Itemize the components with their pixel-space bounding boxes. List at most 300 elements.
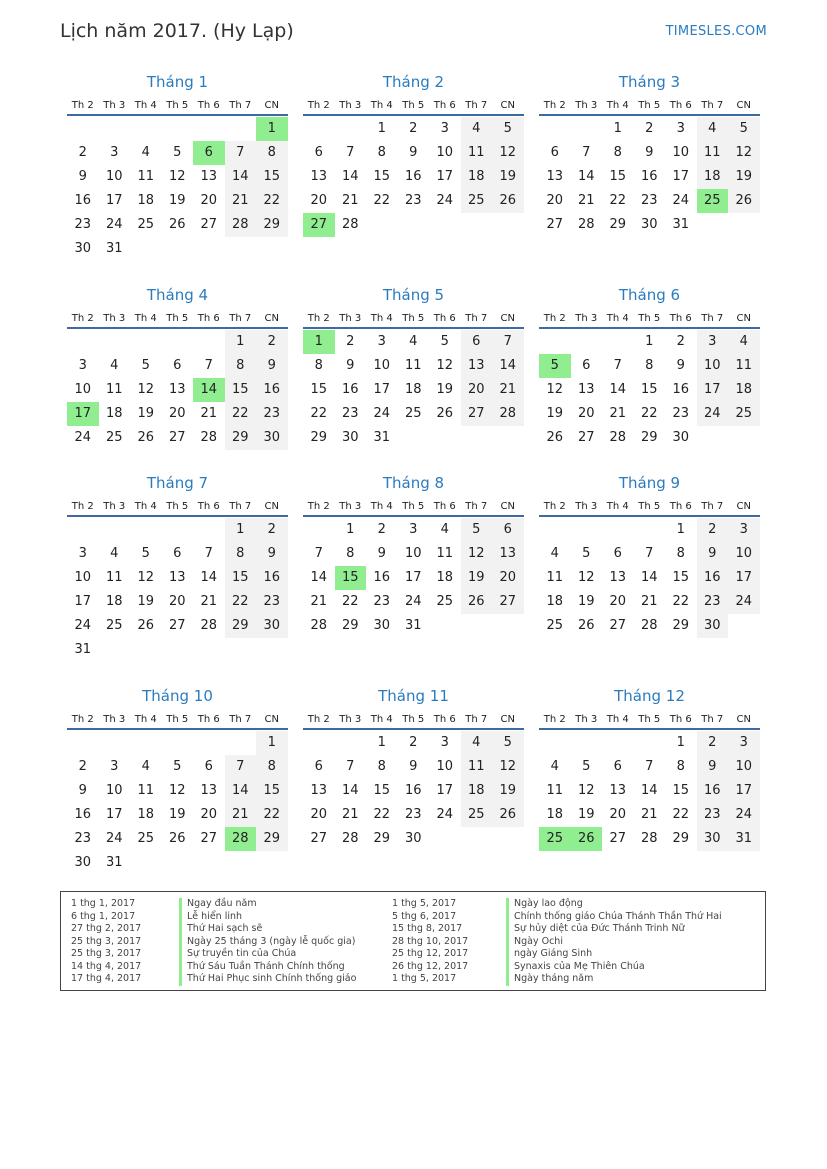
- day-cell[interactable]: 25: [461, 803, 493, 827]
- day-cell[interactable]: 16: [672, 382, 690, 397]
- day-cell[interactable]: 22: [373, 193, 391, 208]
- day-cell[interactable]: 30: [697, 827, 729, 851]
- day-cell[interactable]: 26: [546, 430, 564, 445]
- day-cell[interactable]: 26: [436, 406, 454, 421]
- day-cell[interactable]: 17: [373, 382, 391, 397]
- day-cell[interactable]: 20: [461, 378, 493, 402]
- day-cell[interactable]: 14: [225, 779, 257, 803]
- day-cell[interactable]: 19: [137, 406, 155, 421]
- day-cell[interactable]: 14: [225, 165, 257, 189]
- day-cell[interactable]: 17: [697, 378, 729, 402]
- day-cell[interactable]: 28: [609, 430, 627, 445]
- day-cell[interactable]: 27: [609, 831, 627, 846]
- day-cell[interactable]: 15: [672, 570, 690, 585]
- day-cell[interactable]: 29: [672, 831, 690, 846]
- day-cell[interactable]: 10: [436, 759, 454, 774]
- day-cell[interactable]: 30: [404, 831, 422, 846]
- day-cell[interactable]: 7: [613, 358, 622, 373]
- day-cell[interactable]: 31: [672, 217, 690, 232]
- holiday-day-cell[interactable]: 26: [571, 827, 603, 851]
- day-cell[interactable]: 19: [436, 382, 454, 397]
- day-cell[interactable]: 20: [577, 406, 595, 421]
- day-cell[interactable]: 9: [645, 145, 654, 160]
- day-cell[interactable]: 2: [78, 145, 87, 160]
- day-cell[interactable]: 3: [697, 330, 729, 354]
- day-cell[interactable]: 28: [200, 430, 218, 445]
- day-cell[interactable]: 12: [436, 358, 454, 373]
- day-cell[interactable]: 23: [256, 402, 288, 426]
- day-cell[interactable]: 19: [168, 807, 186, 822]
- day-cell[interactable]: 11: [546, 570, 564, 585]
- day-cell[interactable]: 7: [645, 546, 654, 561]
- day-cell[interactable]: 17: [436, 783, 454, 798]
- day-cell[interactable]: 8: [314, 358, 323, 373]
- day-cell[interactable]: 22: [341, 594, 359, 609]
- day-cell[interactable]: 12: [546, 382, 564, 397]
- day-cell[interactable]: 3: [728, 518, 760, 542]
- day-cell[interactable]: 29: [609, 217, 627, 232]
- day-cell[interactable]: 6: [173, 358, 182, 373]
- day-cell[interactable]: 30: [672, 430, 690, 445]
- day-cell[interactable]: 1: [346, 522, 355, 537]
- day-cell[interactable]: 8: [225, 542, 257, 566]
- day-cell[interactable]: 23: [697, 803, 729, 827]
- day-cell[interactable]: 18: [546, 807, 564, 822]
- day-cell[interactable]: 11: [546, 783, 564, 798]
- day-cell[interactable]: 15: [310, 382, 328, 397]
- day-cell[interactable]: 19: [461, 566, 493, 590]
- day-cell[interactable]: 7: [346, 145, 355, 160]
- day-cell[interactable]: 27: [609, 618, 627, 633]
- day-cell[interactable]: 1: [676, 522, 685, 537]
- day-cell[interactable]: 29: [256, 827, 288, 851]
- day-cell[interactable]: 10: [105, 169, 123, 184]
- day-cell[interactable]: 9: [377, 546, 386, 561]
- day-cell[interactable]: 11: [137, 169, 155, 184]
- day-cell[interactable]: 2: [409, 735, 418, 750]
- day-cell[interactable]: 5: [141, 546, 150, 561]
- day-cell[interactable]: 28: [492, 402, 524, 426]
- day-cell[interactable]: 14: [492, 354, 524, 378]
- day-cell[interactable]: 17: [105, 193, 123, 208]
- day-cell[interactable]: 5: [141, 358, 150, 373]
- day-cell[interactable]: 15: [225, 378, 257, 402]
- day-cell[interactable]: 9: [409, 759, 418, 774]
- day-cell[interactable]: 27: [200, 831, 218, 846]
- day-cell[interactable]: 2: [645, 121, 654, 136]
- day-cell[interactable]: 3: [110, 145, 119, 160]
- day-cell[interactable]: 31: [373, 430, 391, 445]
- day-cell[interactable]: 11: [436, 546, 454, 561]
- day-cell[interactable]: 18: [461, 779, 493, 803]
- day-cell[interactable]: 19: [546, 406, 564, 421]
- day-cell[interactable]: 30: [256, 426, 288, 450]
- day-cell[interactable]: 18: [404, 382, 422, 397]
- day-cell[interactable]: 30: [373, 618, 391, 633]
- holiday-day-cell[interactable]: 28: [225, 827, 257, 851]
- day-cell[interactable]: 22: [609, 193, 627, 208]
- day-cell[interactable]: 20: [200, 193, 218, 208]
- day-cell[interactable]: 24: [105, 217, 123, 232]
- day-cell[interactable]: 10: [728, 755, 760, 779]
- day-cell[interactable]: 24: [74, 430, 92, 445]
- day-cell[interactable]: 23: [341, 406, 359, 421]
- site-link[interactable]: TIMESLES.COM: [665, 24, 767, 39]
- day-cell[interactable]: 1: [225, 330, 257, 354]
- day-cell[interactable]: 24: [436, 193, 454, 208]
- day-cell[interactable]: 10: [728, 542, 760, 566]
- day-cell[interactable]: 9: [256, 542, 288, 566]
- day-cell[interactable]: 12: [168, 169, 186, 184]
- day-cell[interactable]: 21: [200, 406, 218, 421]
- day-cell[interactable]: 27: [577, 430, 595, 445]
- day-cell[interactable]: 18: [728, 378, 760, 402]
- day-cell[interactable]: 11: [137, 783, 155, 798]
- day-cell[interactable]: 2: [697, 731, 729, 755]
- holiday-day-cell[interactable]: 6: [193, 141, 225, 165]
- day-cell[interactable]: 26: [461, 590, 493, 614]
- day-cell[interactable]: 25: [137, 217, 155, 232]
- day-cell[interactable]: 2: [676, 334, 685, 349]
- day-cell[interactable]: 31: [728, 827, 760, 851]
- day-cell[interactable]: 24: [404, 594, 422, 609]
- day-cell[interactable]: 6: [613, 759, 622, 774]
- day-cell[interactable]: 1: [225, 518, 257, 542]
- day-cell[interactable]: 24: [672, 193, 690, 208]
- day-cell[interactable]: 17: [728, 779, 760, 803]
- day-cell[interactable]: 29: [225, 426, 257, 450]
- day-cell[interactable]: 12: [577, 783, 595, 798]
- day-cell[interactable]: 6: [461, 330, 493, 354]
- holiday-day-cell[interactable]: 17: [67, 402, 99, 426]
- day-cell[interactable]: 25: [461, 189, 493, 213]
- day-cell[interactable]: 16: [74, 193, 92, 208]
- holiday-day-cell[interactable]: 1: [303, 330, 335, 354]
- day-cell[interactable]: 2: [78, 759, 87, 774]
- day-cell[interactable]: 20: [168, 594, 186, 609]
- day-cell[interactable]: 18: [436, 570, 454, 585]
- day-cell[interactable]: 16: [256, 566, 288, 590]
- day-cell[interactable]: 3: [728, 731, 760, 755]
- day-cell[interactable]: 23: [697, 590, 729, 614]
- day-cell[interactable]: 8: [613, 145, 622, 160]
- day-cell[interactable]: 3: [440, 735, 449, 750]
- day-cell[interactable]: 15: [256, 779, 288, 803]
- day-cell[interactable]: 30: [640, 217, 658, 232]
- day-cell[interactable]: 11: [461, 755, 493, 779]
- day-cell[interactable]: 13: [310, 169, 328, 184]
- day-cell[interactable]: 27: [546, 217, 564, 232]
- day-cell[interactable]: 4: [440, 522, 449, 537]
- day-cell[interactable]: 1: [377, 735, 386, 750]
- day-cell[interactable]: 19: [492, 165, 524, 189]
- day-cell[interactable]: 25: [728, 402, 760, 426]
- day-cell[interactable]: 10: [697, 354, 729, 378]
- day-cell[interactable]: 3: [377, 334, 386, 349]
- day-cell[interactable]: 16: [404, 783, 422, 798]
- day-cell[interactable]: 15: [640, 382, 658, 397]
- day-cell[interactable]: 15: [672, 783, 690, 798]
- day-cell[interactable]: 4: [461, 731, 493, 755]
- day-cell[interactable]: 5: [492, 117, 524, 141]
- day-cell[interactable]: 24: [373, 406, 391, 421]
- day-cell[interactable]: 21: [640, 807, 658, 822]
- day-cell[interactable]: 22: [640, 406, 658, 421]
- day-cell[interactable]: 7: [645, 759, 654, 774]
- day-cell[interactable]: 9: [346, 358, 355, 373]
- day-cell[interactable]: 5: [440, 334, 449, 349]
- day-cell[interactable]: 24: [74, 618, 92, 633]
- day-cell[interactable]: 31: [74, 642, 92, 657]
- day-cell[interactable]: 13: [609, 783, 627, 798]
- holiday-day-cell[interactable]: 27: [303, 213, 335, 237]
- day-cell[interactable]: 18: [461, 165, 493, 189]
- day-cell[interactable]: 16: [256, 378, 288, 402]
- day-cell[interactable]: 2: [346, 334, 355, 349]
- day-cell[interactable]: 10: [436, 145, 454, 160]
- day-cell[interactable]: 11: [697, 141, 729, 165]
- day-cell[interactable]: 19: [577, 594, 595, 609]
- day-cell[interactable]: 26: [492, 803, 524, 827]
- day-cell[interactable]: 10: [404, 546, 422, 561]
- day-cell[interactable]: 4: [550, 759, 559, 774]
- day-cell[interactable]: 8: [346, 546, 355, 561]
- day-cell[interactable]: 9: [78, 783, 87, 798]
- day-cell[interactable]: 21: [341, 807, 359, 822]
- day-cell[interactable]: 5: [582, 546, 591, 561]
- holiday-day-cell[interactable]: 25: [697, 189, 729, 213]
- day-cell[interactable]: 27: [492, 590, 524, 614]
- day-cell[interactable]: 18: [105, 594, 123, 609]
- holiday-day-cell[interactable]: 15: [335, 566, 367, 590]
- day-cell[interactable]: 12: [461, 542, 493, 566]
- day-cell[interactable]: 17: [105, 807, 123, 822]
- day-cell[interactable]: 22: [256, 803, 288, 827]
- day-cell[interactable]: 1: [256, 731, 288, 755]
- day-cell[interactable]: 23: [256, 590, 288, 614]
- day-cell[interactable]: 14: [341, 783, 359, 798]
- day-cell[interactable]: 10: [672, 145, 690, 160]
- day-cell[interactable]: 23: [74, 217, 92, 232]
- day-cell[interactable]: 20: [492, 566, 524, 590]
- day-cell[interactable]: 25: [105, 430, 123, 445]
- day-cell[interactable]: 18: [105, 406, 123, 421]
- day-cell[interactable]: 14: [640, 783, 658, 798]
- day-cell[interactable]: 16: [404, 169, 422, 184]
- day-cell[interactable]: 13: [168, 570, 186, 585]
- day-cell[interactable]: 18: [137, 193, 155, 208]
- day-cell[interactable]: 4: [110, 358, 119, 373]
- day-cell[interactable]: 18: [697, 165, 729, 189]
- day-cell[interactable]: 29: [640, 430, 658, 445]
- day-cell[interactable]: 28: [640, 618, 658, 633]
- day-cell[interactable]: 18: [546, 594, 564, 609]
- day-cell[interactable]: 15: [373, 169, 391, 184]
- day-cell[interactable]: 21: [225, 189, 257, 213]
- day-cell[interactable]: 10: [74, 570, 92, 585]
- day-cell[interactable]: 14: [200, 570, 218, 585]
- day-cell[interactable]: 9: [676, 358, 685, 373]
- day-cell[interactable]: 17: [436, 169, 454, 184]
- day-cell[interactable]: 23: [373, 594, 391, 609]
- day-cell[interactable]: 28: [310, 618, 328, 633]
- day-cell[interactable]: 17: [728, 566, 760, 590]
- day-cell[interactable]: 16: [640, 169, 658, 184]
- day-cell[interactable]: 20: [609, 594, 627, 609]
- day-cell[interactable]: 8: [256, 141, 288, 165]
- day-cell[interactable]: 7: [346, 759, 355, 774]
- day-cell[interactable]: 10: [74, 382, 92, 397]
- day-cell[interactable]: 1: [645, 334, 654, 349]
- day-cell[interactable]: 23: [404, 807, 422, 822]
- day-cell[interactable]: 7: [204, 358, 213, 373]
- day-cell[interactable]: 16: [341, 382, 359, 397]
- day-cell[interactable]: 8: [645, 358, 654, 373]
- day-cell[interactable]: 7: [582, 145, 591, 160]
- day-cell[interactable]: 12: [137, 382, 155, 397]
- day-cell[interactable]: 21: [200, 594, 218, 609]
- day-cell[interactable]: 14: [341, 169, 359, 184]
- day-cell[interactable]: 22: [225, 590, 257, 614]
- day-cell[interactable]: 19: [137, 594, 155, 609]
- day-cell[interactable]: 27: [168, 618, 186, 633]
- day-cell[interactable]: 18: [137, 807, 155, 822]
- day-cell[interactable]: 21: [640, 594, 658, 609]
- day-cell[interactable]: 21: [492, 378, 524, 402]
- day-cell[interactable]: 20: [200, 807, 218, 822]
- day-cell[interactable]: 30: [74, 241, 92, 256]
- day-cell[interactable]: 22: [672, 594, 690, 609]
- day-cell[interactable]: 14: [609, 382, 627, 397]
- day-cell[interactable]: 13: [200, 783, 218, 798]
- day-cell[interactable]: 24: [728, 590, 760, 614]
- day-cell[interactable]: 11: [728, 354, 760, 378]
- day-cell[interactable]: 4: [550, 546, 559, 561]
- day-cell[interactable]: 22: [373, 807, 391, 822]
- day-cell[interactable]: 4: [461, 117, 493, 141]
- day-cell[interactable]: 13: [577, 382, 595, 397]
- day-cell[interactable]: 3: [78, 358, 87, 373]
- day-cell[interactable]: 26: [168, 217, 186, 232]
- day-cell[interactable]: 7: [225, 141, 257, 165]
- day-cell[interactable]: 29: [310, 430, 328, 445]
- day-cell[interactable]: 5: [461, 518, 493, 542]
- day-cell[interactable]: 4: [728, 330, 760, 354]
- day-cell[interactable]: 26: [137, 430, 155, 445]
- day-cell[interactable]: 4: [697, 117, 729, 141]
- day-cell[interactable]: 3: [110, 759, 119, 774]
- day-cell[interactable]: 20: [310, 193, 328, 208]
- day-cell[interactable]: 17: [672, 169, 690, 184]
- day-cell[interactable]: 25: [436, 594, 454, 609]
- day-cell[interactable]: 19: [728, 165, 760, 189]
- day-cell[interactable]: 26: [728, 189, 760, 213]
- day-cell[interactable]: 26: [168, 831, 186, 846]
- day-cell[interactable]: 25: [137, 831, 155, 846]
- day-cell[interactable]: 30: [341, 430, 359, 445]
- day-cell[interactable]: 15: [373, 783, 391, 798]
- day-cell[interactable]: 7: [314, 546, 323, 561]
- day-cell[interactable]: 30: [697, 614, 729, 638]
- day-cell[interactable]: 9: [697, 755, 729, 779]
- day-cell[interactable]: 8: [377, 145, 386, 160]
- day-cell[interactable]: 3: [409, 522, 418, 537]
- day-cell[interactable]: 13: [492, 542, 524, 566]
- day-cell[interactable]: 26: [137, 618, 155, 633]
- day-cell[interactable]: 6: [314, 759, 323, 774]
- day-cell[interactable]: 12: [492, 755, 524, 779]
- day-cell[interactable]: 24: [105, 831, 123, 846]
- day-cell[interactable]: 15: [256, 165, 288, 189]
- day-cell[interactable]: 9: [78, 169, 87, 184]
- day-cell[interactable]: 8: [256, 755, 288, 779]
- day-cell[interactable]: 21: [577, 193, 595, 208]
- day-cell[interactable]: 8: [676, 759, 685, 774]
- day-cell[interactable]: 30: [74, 855, 92, 870]
- day-cell[interactable]: 26: [577, 618, 595, 633]
- day-cell[interactable]: 16: [373, 570, 391, 585]
- day-cell[interactable]: 24: [728, 803, 760, 827]
- day-cell[interactable]: 13: [168, 382, 186, 397]
- holiday-day-cell[interactable]: 5: [539, 354, 571, 378]
- day-cell[interactable]: 22: [256, 189, 288, 213]
- day-cell[interactable]: 6: [492, 518, 524, 542]
- day-cell[interactable]: 13: [546, 169, 564, 184]
- day-cell[interactable]: 28: [225, 213, 257, 237]
- day-cell[interactable]: 17: [74, 594, 92, 609]
- day-cell[interactable]: 31: [105, 855, 123, 870]
- day-cell[interactable]: 1: [676, 735, 685, 750]
- day-cell[interactable]: 5: [173, 145, 182, 160]
- day-cell[interactable]: 8: [676, 546, 685, 561]
- day-cell[interactable]: 13: [461, 354, 493, 378]
- day-cell[interactable]: 28: [200, 618, 218, 633]
- day-cell[interactable]: 9: [256, 354, 288, 378]
- day-cell[interactable]: 2: [256, 330, 288, 354]
- day-cell[interactable]: 29: [373, 831, 391, 846]
- day-cell[interactable]: 27: [168, 430, 186, 445]
- day-cell[interactable]: 14: [577, 169, 595, 184]
- day-cell[interactable]: 5: [492, 731, 524, 755]
- day-cell[interactable]: 6: [314, 145, 323, 160]
- day-cell[interactable]: 29: [225, 614, 257, 638]
- day-cell[interactable]: 24: [697, 402, 729, 426]
- day-cell[interactable]: 23: [404, 193, 422, 208]
- day-cell[interactable]: 5: [582, 759, 591, 774]
- day-cell[interactable]: 31: [404, 618, 422, 633]
- day-cell[interactable]: 23: [672, 406, 690, 421]
- holiday-day-cell[interactable]: 14: [193, 378, 225, 402]
- day-cell[interactable]: 3: [78, 546, 87, 561]
- day-cell[interactable]: 6: [173, 546, 182, 561]
- day-cell[interactable]: 4: [141, 145, 150, 160]
- day-cell[interactable]: 14: [640, 570, 658, 585]
- day-cell[interactable]: 12: [168, 783, 186, 798]
- day-cell[interactable]: 8: [377, 759, 386, 774]
- day-cell[interactable]: 21: [341, 193, 359, 208]
- day-cell[interactable]: 5: [173, 759, 182, 774]
- day-cell[interactable]: 20: [546, 193, 564, 208]
- day-cell[interactable]: 27: [200, 217, 218, 232]
- day-cell[interactable]: 15: [225, 566, 257, 590]
- day-cell[interactable]: 11: [105, 570, 123, 585]
- day-cell[interactable]: 13: [200, 169, 218, 184]
- day-cell[interactable]: 17: [404, 570, 422, 585]
- day-cell[interactable]: 30: [256, 614, 288, 638]
- holiday-day-cell[interactable]: 25: [539, 827, 571, 851]
- day-cell[interactable]: 19: [168, 193, 186, 208]
- day-cell[interactable]: 11: [461, 141, 493, 165]
